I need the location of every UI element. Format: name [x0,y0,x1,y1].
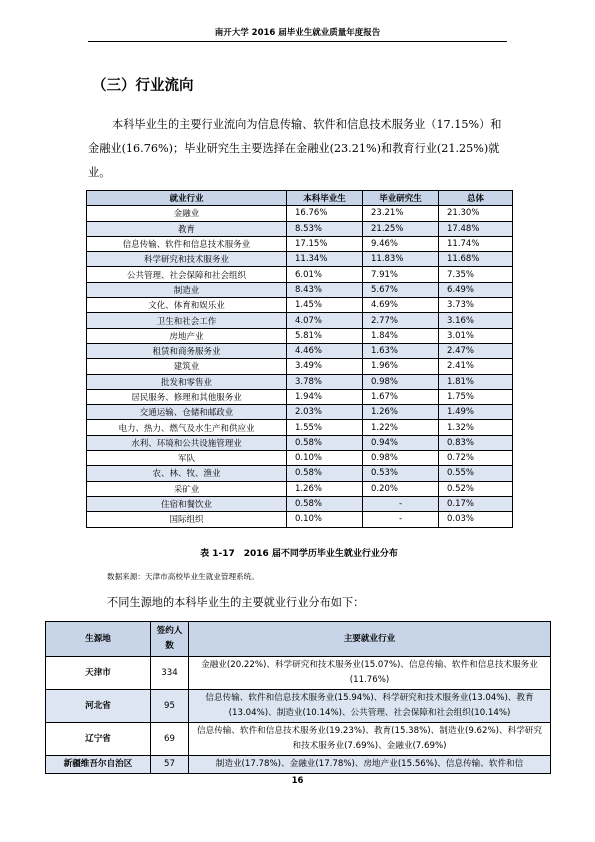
table-row [87,420,513,435]
table-row [87,206,513,221]
table-row [46,756,551,774]
industries-cell: 金融业(20.22%)、科学研究和技术服务业(15.07%)、信息传输、软件和信息技术服务业(11.76%) [189,657,551,690]
table-row [87,389,513,404]
percentage-cell: 1.49% [439,405,513,420]
table-row [46,657,551,690]
percentage-cell: 0.58% [287,496,363,511]
table-row [87,282,513,297]
column-header: 本科毕业生 [287,191,363,206]
industry-cell: 农、林、牧、渔业 [87,466,287,481]
count-cell: 57 [151,756,189,774]
industry-cell: 金融业 [87,206,287,221]
percentage-cell: 1.94% [287,389,363,404]
percentage-cell: 4.07% [287,313,363,328]
industry-cell: 公共管理、社会保障和社会组织 [87,267,287,282]
percentage-cell: 0.94% [363,435,439,450]
industry-cell: 制造业 [87,282,287,297]
percentage-cell: 1.26% [287,481,363,496]
table-row [87,221,513,236]
industry-cell: 电力、热力、燃气及水生产和供应业 [87,420,287,435]
data-source-note: 数据来源：天津市高校毕业生就业管理系统。 [107,572,259,581]
percentage-cell: 2.03% [287,405,363,420]
table-row [87,236,513,251]
table-row [87,405,513,420]
percentage-cell: - [363,496,439,511]
percentage-cell: 0.10% [287,512,363,527]
percentage-cell: 1.75% [439,389,513,404]
header-divider [88,41,507,42]
table-body [87,206,513,527]
industries-cell: 信息传输、软件和信息技术服务业(19.23%)、教育(15.38%)、制造业(9.62%)、科学研究和技术服务业(7.69%)、金融业(7.69%) [189,723,551,756]
page-number: 16 [291,776,304,786]
table-row [87,313,513,328]
percentage-cell: 4.69% [363,298,439,313]
percentage-cell: 0.55% [439,466,513,481]
industry-cell: 教育 [87,221,287,236]
percentage-cell: 3.49% [287,359,363,374]
column-header: 签约人数 [151,622,189,657]
percentage-cell: 11.68% [439,252,513,267]
percentage-cell: 0.20% [363,481,439,496]
column-header: 毕业研究生 [363,191,439,206]
percentage-cell: 16.76% [287,206,363,221]
industry-cell: 批发和零售业 [87,374,287,389]
industry-cell: 科学研究和技术服务业 [87,252,287,267]
industry-cell: 文化、体育和娱乐业 [87,298,287,313]
industry-cell: 采矿业 [87,481,287,496]
table-header-row [46,622,551,657]
percentage-cell: 0.52% [439,481,513,496]
table-row [46,723,551,756]
industry-cell: 居民服务、修理和其他服务业 [87,389,287,404]
industry-cell: 水利、环境和公共设施管理业 [87,435,287,450]
percentage-cell: 0.98% [363,451,439,466]
table-row [87,267,513,282]
table-row [87,359,513,374]
page-header: 南开大学 2016 届毕业生就业质量年度报告 [214,28,381,38]
column-header: 总体 [439,191,513,206]
percentage-cell: 1.96% [363,359,439,374]
percentage-cell: 17.48% [439,221,513,236]
table-row [87,298,513,313]
percentage-cell: 2.47% [439,343,513,358]
percentage-cell: 1.45% [287,298,363,313]
regional-industry-table [45,621,551,774]
percentage-cell: 2.41% [439,359,513,374]
percentage-cell: 1.22% [363,420,439,435]
intro-paragraph [88,113,512,185]
percentage-cell: 2.77% [363,313,439,328]
percentage-cell: 21.30% [439,206,513,221]
percentage-cell: 3.73% [439,298,513,313]
percentage-cell: 0.83% [439,435,513,450]
table-row [87,496,513,511]
region-cell: 天津市 [46,657,151,690]
industry-cell: 住宿和餐饮业 [87,496,287,511]
percentage-cell: 5.67% [363,282,439,297]
percentage-cell: 23.21% [363,206,439,221]
table-row [87,343,513,358]
percentage-cell: 1.55% [287,420,363,435]
percentage-cell: 0.98% [363,374,439,389]
percentage-cell: 3.01% [439,328,513,343]
section-title: （三）行业流向 [92,78,194,94]
percentage-cell: 21.25% [363,221,439,236]
percentage-cell: - [363,512,439,527]
table-row [87,252,513,267]
percentage-cell: 0.17% [439,496,513,511]
region-cell: 河北省 [46,690,151,723]
table-row [87,328,513,343]
percentage-cell: 0.53% [363,466,439,481]
percentage-cell: 11.83% [363,252,439,267]
percentage-cell: 1.67% [363,389,439,404]
column-header: 主要就业行业 [189,622,551,657]
industry-cell: 卫生和社会工作 [87,313,287,328]
percentage-cell: 3.78% [287,374,363,389]
table-header-row [87,191,513,206]
table-caption: 表 1-17 2016 届不同学历毕业生就业行业分布 [200,549,398,559]
industry-cell: 租赁和商务服务业 [87,343,287,358]
industry-cell: 房地产业 [87,328,287,343]
table-row [87,481,513,496]
table-row [87,466,513,481]
industry-distribution-table [86,190,513,528]
percentage-cell: 8.43% [287,282,363,297]
table-row [87,512,513,527]
regional-intro-paragraph: 不同生源地的本科毕业生的主要就业行业分布如下： [107,596,365,609]
percentage-cell: 3.16% [439,313,513,328]
percentage-cell: 6.49% [439,282,513,297]
percentage-cell: 0.10% [287,451,363,466]
count-cell: 69 [151,723,189,756]
industry-cell: 交通运输、仓储和邮政业 [87,405,287,420]
percentage-cell: 11.34% [287,252,363,267]
percentage-cell: 0.58% [287,435,363,450]
intro-text: 本科毕业生的主要行业流向为信息传输、软件和信息技术服务业（17.15%）和金融业(16.76%)；毕业研究生主要选择在金融业(23.21%)和教育行业(21.25%)就业。 [88,118,502,179]
percentage-cell: 7.91% [363,267,439,282]
table-row [46,690,551,723]
percentage-cell: 1.63% [363,343,439,358]
region-cell: 新疆维吾尔自治区 [46,756,151,774]
industries-cell: 信息传输、软件和信息技术服务业(15.94%)、科学研究和技术服务业(13.04%)、教育(13.04%)、制造业(10.14%)、公共管理、社会保障和社会组织(10.14%) [189,690,551,723]
percentage-cell: 0.03% [439,512,513,527]
region-cell: 辽宁省 [46,723,151,756]
percentage-cell: 1.84% [363,328,439,343]
percentage-cell: 8.53% [287,221,363,236]
percentage-cell: 1.26% [363,405,439,420]
table-row [87,374,513,389]
column-header: 生源地 [46,622,151,657]
percentage-cell: 17.15% [287,236,363,251]
percentage-cell: 1.32% [439,420,513,435]
percentage-cell: 1.81% [439,374,513,389]
industry-cell: 信息传输、软件和信息技术服务业 [87,236,287,251]
table-row [87,435,513,450]
percentage-cell: 0.58% [287,466,363,481]
industries-cell: 制造业(17.78%)、金融业(17.78%)、房地产业(15.56%)、信息传输、软件和信 [189,756,551,774]
table-body [46,657,551,774]
count-cell: 95 [151,690,189,723]
percentage-cell: 7.35% [439,267,513,282]
industry-cell: 军队 [87,451,287,466]
percentage-cell: 4.46% [287,343,363,358]
column-header: 就业行业 [87,191,287,206]
percentage-cell: 6.01% [287,267,363,282]
percentage-cell: 0.72% [439,451,513,466]
percentage-cell: 5.81% [287,328,363,343]
industry-cell: 建筑业 [87,359,287,374]
percentage-cell: 9.46% [363,236,439,251]
count-cell: 334 [151,657,189,690]
table-row [87,451,513,466]
percentage-cell: 11.74% [439,236,513,251]
industry-cell: 国际组织 [87,512,287,527]
